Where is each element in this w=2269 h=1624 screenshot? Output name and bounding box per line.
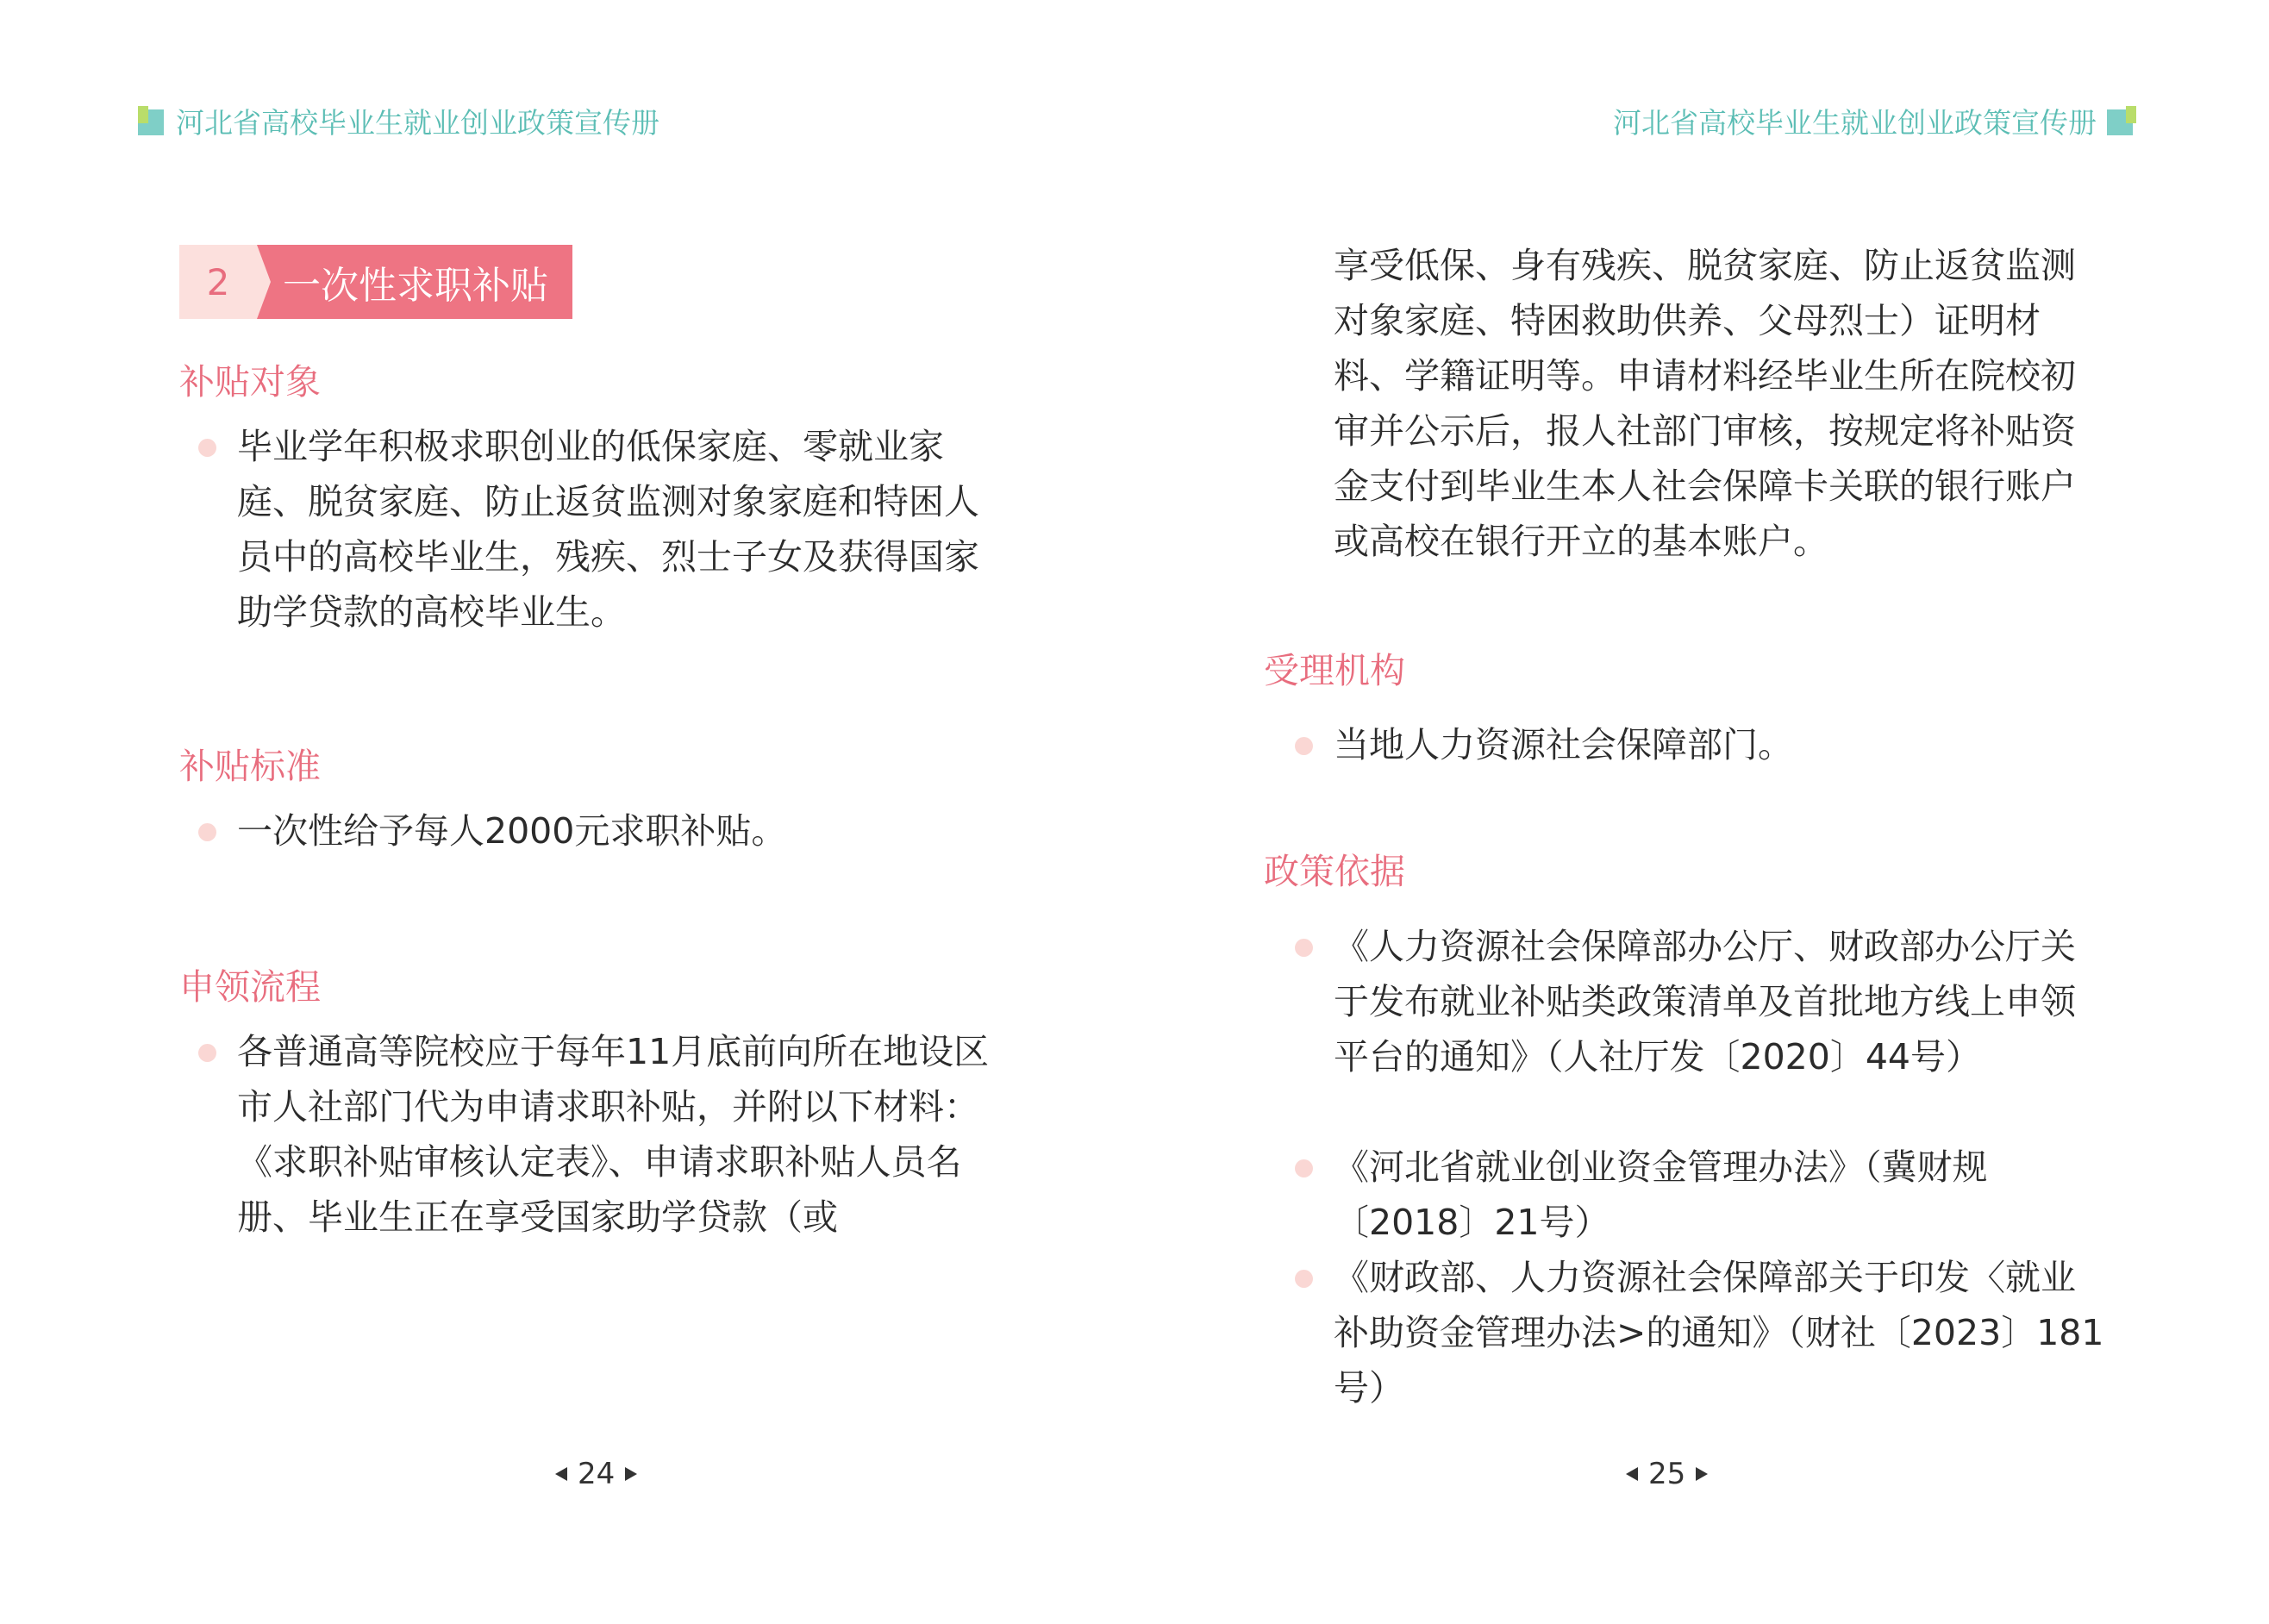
policy-basis-item <box>1334 919 2110 1084</box>
continued-process-text: 享受低保、身有残疾、脱贫家庭、防止返贫监测对象家庭、特困救助供养、父母烈士）证明材料、学籍证明等。申请材料经毕业生所在院校初审并公示后，报人社部门审核，按规定将补贴资金支付到毕业生本人社会保障卡关联的银行账户或高校在银行开立的基本账户。 <box>1334 245 2076 562</box>
policy-basis-heading: 政策依据 <box>1264 851 1405 892</box>
subsidy-standard-heading: 补贴标准 <box>179 746 321 787</box>
application-process-text: 各普通高等院校应于每年11月底前向所在地设区市人社部门代为申请求职补贴，并附以下材料：《求职补贴审核认定表》、申请求职补贴人员名册、毕业生正在享受国家助学贷款（或 <box>237 1031 990 1238</box>
section-number: 2 <box>179 245 257 319</box>
subsidy-target-text: 毕业学年积极求职创业的低保家庭、零就业家庭、脱贫家庭、防止返贫监测对象家庭和特困人员中的高校毕业生，残疾、烈士子女及获得国家助学贷款的高校毕业生。 <box>237 426 979 633</box>
subsidy-target-item <box>237 419 1013 640</box>
page-number-left: 24 <box>555 1457 637 1491</box>
running-header-title: 河北省高校毕业生就业创业政策宣传册 <box>1613 105 2097 140</box>
right-page <box>1134 0 2269 1624</box>
bullet-dot-icon <box>1295 1270 1313 1288</box>
triangle-left-icon <box>555 1467 567 1481</box>
policy-basis-item <box>1334 1140 2110 1250</box>
header-mark-icon <box>138 106 167 135</box>
triangle-right-icon <box>625 1467 637 1481</box>
section-title: 一次性求职补贴 <box>257 245 572 319</box>
policy-basis-item <box>1334 1250 2110 1415</box>
policy-basis-text: 《财政部、人力资源社会保障部关于印发〈就业补助资金管理办法>的通知》（财社〔2023〕181号） <box>1334 1257 2104 1409</box>
section-badge <box>179 245 572 319</box>
application-process-heading: 申领流程 <box>179 966 321 1008</box>
header-mark-icon <box>2107 106 2136 135</box>
subsidy-target-heading: 补贴对象 <box>179 361 321 403</box>
policy-basis-text: 《人力资源社会保障部办公厅、财政部办公厅关于发布就业补贴类政策清单及首批地方线上申领平台的通知》（人社厅发〔2020〕44号） <box>1334 926 2076 1077</box>
subsidy-standard-text: 一次性给予每人2000元求职补贴。 <box>237 810 787 852</box>
running-header-left <box>138 100 659 141</box>
running-header-right <box>1613 100 2136 141</box>
agency-text: 当地人力资源社会保障部门。 <box>1334 724 1793 765</box>
agency-item <box>1334 717 2110 772</box>
bullet-dot-icon <box>1295 737 1313 755</box>
bullet-dot-icon <box>1295 939 1313 957</box>
bullet-dot-icon <box>1295 1159 1313 1177</box>
triangle-left-icon <box>1626 1467 1638 1481</box>
bullet-dot-icon <box>198 823 216 841</box>
left-page <box>0 0 1134 1624</box>
policy-basis-text: 《河北省就业创业资金管理办法》（冀财规〔2018〕21号） <box>1334 1146 1988 1243</box>
subsidy-standard-item <box>237 803 1013 859</box>
bullet-dot-icon <box>198 439 216 457</box>
bullet-dot-icon <box>198 1044 216 1062</box>
agency-heading: 受理机构 <box>1264 650 1405 691</box>
page-number-right: 25 <box>1626 1457 1708 1491</box>
running-header-title: 河北省高校毕业生就业创业政策宣传册 <box>176 105 659 140</box>
application-process-item <box>237 1024 1013 1245</box>
triangle-right-icon <box>1696 1467 1708 1481</box>
